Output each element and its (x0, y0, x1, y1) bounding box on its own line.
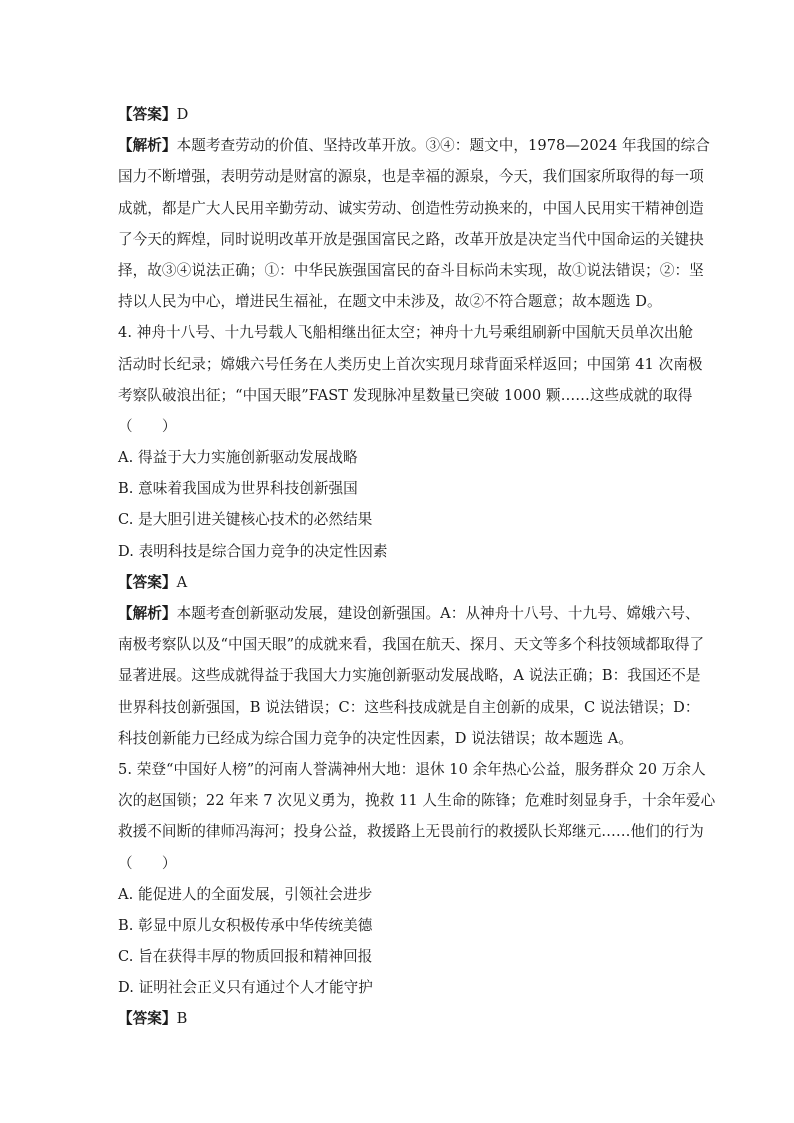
text-line (118, 317, 694, 348)
line-text: 活动时长纪录；嫦娥六号任务在人类历史上首次实现月球背面采样返回；中国第 41 次南极 (118, 355, 703, 373)
text-line (118, 349, 703, 380)
text-line (118, 723, 678, 754)
section-label: 【答案】 (118, 106, 177, 123)
line-text: B. 意味着我国成为世界科技创新强国 (118, 480, 358, 498)
text-line (118, 473, 678, 504)
line-text: （ ） (118, 417, 177, 435)
text-line (118, 255, 704, 286)
text-line (118, 380, 693, 411)
line-text: B (176, 1010, 188, 1028)
line-text: B. 彰显中原儿女积极传承中华传统美德 (118, 916, 373, 934)
line-text: D. 表明科技是综合国力竞争的决定性因素 (118, 542, 388, 560)
line-text: A. 能促进人的全面发展，引领社会进步 (118, 885, 373, 903)
text-line (118, 1003, 678, 1034)
text-line (118, 224, 704, 255)
line-text: 本题考查劳动的价值、坚持改革开放。③④：题文中，1978—2024 年我国的综合 (176, 137, 710, 155)
text-line (118, 941, 678, 972)
line-text: 考察队破浪出征；“中国天眼”FAST 发现脉冲星数量已突破 1000 颗……这些成就的取得 (118, 386, 693, 404)
text-line (118, 286, 678, 317)
line-text: 显著进展。这些成就得益于我国大力实施创新驱动发展战略，A 说法正确；B：我国还不是 (118, 667, 701, 685)
section-label: 【解析】 (118, 137, 177, 155)
text-line (118, 130, 710, 161)
text-line (118, 99, 678, 130)
text-line (118, 193, 704, 224)
text-line (118, 442, 678, 473)
text-line (118, 848, 678, 879)
text-line (118, 504, 678, 535)
line-text: D. 证明社会正义只有通过个人才能守护 (118, 979, 373, 997)
line-text: A. 得益于大力实施创新驱动发展战略 (118, 449, 358, 467)
line-text: 本题考查创新驱动发展，建设创新强国。A：从神舟十八号、十九号、嫦娥六号、 (176, 605, 700, 622)
line-text: 科技创新能力已经成为综合国力竞争的决定性因素，D 说法错误；故本题选 A。 (118, 729, 633, 747)
text-line (118, 910, 678, 941)
line-text: 择，故③④说法正确；①：中华民族强国富民的奋斗目标尚未实现，故①说法错误；②：坚 (118, 261, 704, 279)
line-text: C. 旨在获得丰厚的物质回报和精神回报 (118, 948, 373, 966)
line-text: D (176, 106, 189, 123)
line-text: C. 是大胆引进关键核心技术的必然结果 (118, 511, 373, 529)
line-text: 5. 荣登“中国好人榜”的河南人誉满神州大地：退休 10 余年热心公益，服务群众 20 万余人 (118, 760, 706, 778)
text-line (118, 972, 678, 1003)
text-line (118, 754, 706, 785)
text-line (118, 816, 704, 847)
text-line (118, 567, 678, 598)
line-text: 救援不间断的律师冯海河；投身公益，救援路上无畏前行的救援队长郑继元……他们的行为 (118, 823, 704, 841)
text-line (118, 660, 701, 691)
section-label: 【解析】 (118, 605, 177, 622)
text-line (118, 879, 678, 910)
text-line (118, 692, 700, 723)
text-line (118, 598, 700, 629)
line-text: 4. 神舟十八号、十九号载人飞船相继出征太空；神舟十九号乘组刷新中国航天员单次出舱 (118, 324, 694, 342)
line-text: 国力不断增强，表明劳动是财富的源泉，也是幸福的源泉，今天，我们国家所取得的每一项 (118, 168, 704, 186)
line-text: 南极考察队以及“中国天眼”的成就来看，我国在航天、探月、天文等多个科技领域都取得了 (118, 636, 705, 654)
text-line (118, 411, 678, 442)
document-body (118, 99, 716, 1035)
text-line (118, 161, 704, 192)
line-text: 成就，都是广大人民用辛勤劳动、诚实劳动、创造性劳动换来的，中国人民用实干精神创造 (118, 199, 704, 217)
line-text: 世界科技创新强国，B 说法错误；C：这些科技成就是自主创新的成果，C 说法错误；D： (118, 698, 700, 716)
line-text: A (176, 573, 188, 591)
line-text: 了今天的辉煌，同时说明改革开放是强国富民之路，改革开放是决定当代中国命运的关键抉 (118, 230, 704, 248)
line-text: 次的赵国锁；22 年来 7 次见义勇为，挽救 11 人生命的陈锋；危难时刻显身手，十余年爱心 (118, 792, 716, 810)
text-line (118, 536, 678, 567)
line-text: 持以人民为中心，增进民生福祉，在题文中未涉及，故②不符合题意；故本题选 D。 (118, 293, 662, 311)
text-line (118, 629, 705, 660)
line-text: （ ） (118, 854, 177, 872)
section-label: 【答案】 (118, 1010, 177, 1028)
section-label: 【答案】 (118, 573, 177, 591)
text-line (118, 785, 716, 816)
